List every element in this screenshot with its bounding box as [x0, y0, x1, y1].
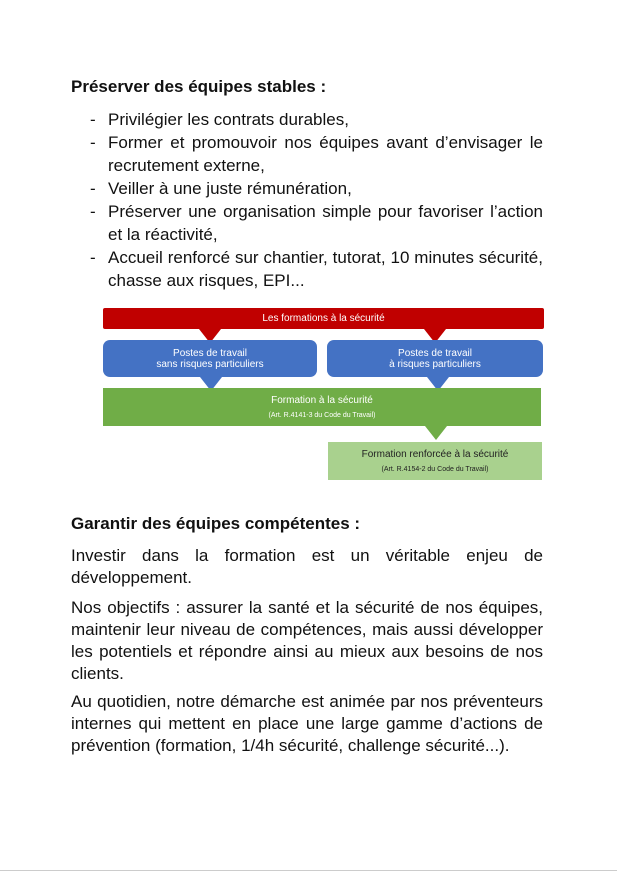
left-line2: sans risques particuliers — [156, 358, 264, 370]
arrow-down-icon — [425, 426, 447, 440]
section-title-stable-teams: Préserver des équipes stables : — [71, 77, 327, 96]
right-line1: Postes de travail — [398, 347, 472, 359]
bullet-text: Préserver une organisation simple pour favoriser l’action et la réactivité, — [108, 202, 543, 244]
paragraph: Nos objectifs : assurer la santé et la sécurité de nos équipes, maintenir leur niveau de compétences, mais aussi développer les potentiels et répondre ainsi au mieux aux besoins de nos clients. — [71, 598, 543, 683]
right-line2: à risques particuliers — [389, 358, 481, 370]
bottom-title: Formation renforcée à la sécurité — [361, 449, 509, 460]
list-item: - Accueil renforcé sur chantier, tutorat, 10 minutes sécurité, chasse aux risques, EPI... — [90, 248, 543, 290]
diagram-right-box — [327, 340, 543, 377]
bullet-text: Accueil renforcé sur chantier, tutorat, 10 minutes sécurité, chasse aux risques, EPI... — [108, 248, 543, 290]
bullet-text: Former et promouvoir nos équipes avant d’envisager le recrutement externe, — [108, 133, 543, 175]
list-item: - Préserver une organisation simple pour favoriser l’action et la réactivité, — [90, 202, 543, 244]
diagram-bottom-box — [328, 442, 542, 480]
list-item: - Privilégier les contrats durables, — [90, 110, 349, 129]
middle-ref: (Art. R.4141-3 du Code du Travail) — [268, 412, 376, 419]
diagram-top-box — [103, 308, 544, 329]
paragraph: Au quotidien, notre démarche est animée par nos préventeurs internes qui mettent en place une large gamme d’actions de prévention (formation, 1/4h sécurité, challenge sécurité...). — [71, 692, 543, 755]
diagram-middle-box — [103, 388, 541, 426]
left-line1: Postes de travail — [173, 347, 247, 359]
middle-title: Formation à la sécurité — [271, 395, 373, 406]
paragraph: Investir dans la formation est un véritable enjeu de développement. — [71, 546, 543, 587]
bullet-list — [90, 108, 543, 292]
diagram-left-box — [103, 340, 317, 377]
diagram-top-label: Les formations à la sécurité — [262, 313, 385, 324]
bullet-text: Veiller à une juste rémunération, — [108, 179, 352, 198]
section-title-competent-teams: Garantir des équipes compétentes : — [71, 514, 361, 533]
list-item: - Former et promouvoir nos équipes avant d’envisager le recrutement externe, — [90, 133, 543, 175]
list-item: - Veiller à une juste rémunération, — [90, 179, 352, 198]
page-bottom-divider — [0, 870, 617, 871]
bottom-ref: (Art. R.4154-2 du Code du Travail) — [381, 466, 489, 473]
bullet-text: Privilégier les contrats durables, — [108, 110, 349, 129]
